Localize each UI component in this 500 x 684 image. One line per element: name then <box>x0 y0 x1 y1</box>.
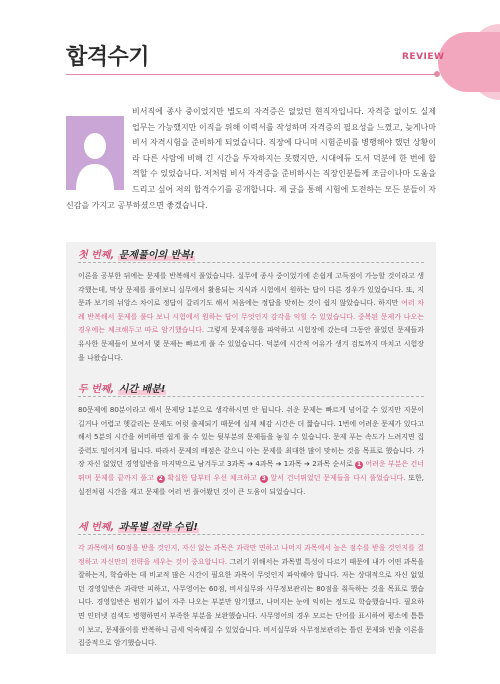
section-first <box>66 242 436 380</box>
step-two-text: 확실한 답부터 우선 체크하고 <box>164 473 260 482</box>
section-second-text: 80문제에 80분이라고 해서 문제당 1분으로 생각하시면 안 됩니다. 쉬운 문제는 빠르게 넘어갈 수 있지만 지문이 길거나 어렵고 헷갈리는 문제도 여럿 출제되기 때문에 실제 체감 시간은 더 짧습니다. 1번에 어려운 문제가 있다고 해서 5분의 시간을 허비하면 쉽게 풀 수 있는 뒷부분의 문제들을 놓칠 수 있습니다. 문제 푸는 속도가 느려지면 집중력도 떨어지게 됩니다. 따라서 문제의 배점은 같으니 아는 문제를 최대한 많이 맞히는 것을 목표로 했습니다. 가장 자신 없었던 경영일반을 마지막으로 남겨두고 3과목 ➔ 4과목 ➔ 1과목 ➔ 2과목 순서로 <box>78 406 424 469</box>
section-first-highlight: 여러 차례 반복해서 문제를 풀다 보니 시험에서 원하는 답이 무엇인지 감각을 익힐 수 있었습니다. 중복된 문제가 나오는 경우에는 체크해두고 따로 암기했습니다. <box>78 299 424 335</box>
section-third-text: 그러기 위해서는 과목별 특성이 다르기 때문에 내가 어떤 과목을 잘하는지, 학습하는 데 비교적 많은 시간이 필요한 과목이 무엇인지 파악해야 합니다. 저는 상대적으로 자신 없었던 경영일반은 과락만 피하고, 사무영어는 60점, 비서실무와 사무정보관리는 80점을 취득하는 것을 목표로 했습니다. 경영일반은 범위가 넓어 자주 나오는 부분만 암기했고, 나머지는 눈에 익히는 정도로 학습했습니다. 필요하면 인터넷 검색도 병행하면서 부족한 부분을 보완했습니다. 사무영어의 경우 모르는 단어를 표시하여 평소에 틈틈이 보고, 문제풀이를 반복하니 금세 익숙해질 수 있었습니다. 비서실무와 사무정보관리는 틀린 문제와 빈출 이론을 집중적으로 암기했습니다. <box>78 557 424 648</box>
section-first-text: 이론을 공부한 뒤에는 문제를 반복해서 풀었습니다. 실무에 종사 중이었기에 손쉽게 고득점이 가능할 것이라고 생각했는데, 막상 문제를 풀어보니 실무에서 활용되는 지식과 시험에서 원하는 답이 다른 경우가 있었습니다. 또, 지문과 보기의 뉘앙스 차이로 정답이 갈리기도 해서 처음에는 정답을 맞히는 것이 쉽지 않았습니다. 하지만 <box>78 272 424 308</box>
section-second-number: 두 번째, <box>78 384 115 395</box>
header-decoration <box>438 32 500 92</box>
title-divider <box>66 74 438 75</box>
title-divider-dot <box>434 71 440 77</box>
section-third-highlight: 각 과목에서 60점을 받을 것인지, 자신 없는 과목은 과락만 면하고 나머지 과목에서 높은 점수를 받을 것인지를 결정하고 자신만의 전략을 세우는 것이 중요합니다. <box>78 544 424 566</box>
section-second-text-end: 또한, 실전처럼 시간을 재고 문제를 여러 번 풀어봤던 것이 큰 도움이 되었습니다. <box>78 473 424 496</box>
step-two-badge: 2 <box>158 474 163 482</box>
section-first-body <box>78 270 424 365</box>
section-first-divider <box>78 262 424 263</box>
section-first-number: 첫 번째, <box>78 250 115 261</box>
section-first-heading: 문제풀이의 반복! <box>118 250 195 261</box>
section-third-title <box>78 518 199 533</box>
section-first-title <box>78 246 195 261</box>
section-third-divider <box>78 534 424 535</box>
step-one-text: 어려운 부분은 건너뛰며 문제를 끝까지 풀고 <box>78 460 425 482</box>
review-label: REVIEW <box>402 52 445 62</box>
page-header <box>0 0 500 90</box>
step-three-badge: 3 <box>261 474 266 482</box>
section-third-heading: 과목별 전략 수립! <box>118 522 198 533</box>
step-three-text: 앞서 건너뛰었던 문제들을 다시 풀었습니다. <box>267 473 406 482</box>
section-second-heading: 시간 배분! <box>118 384 166 395</box>
page-title: 합격수기 <box>66 45 150 70</box>
intro-paragraph <box>66 104 436 213</box>
section-first-text-end: 그렇게 문제유형을 파악하고 시험장에 갔는데 그동안 풀었던 문제들과 유사한 문제들이 보여서 몇 문제는 빠르게 풀 수 있었습니다. 덕분에 시간적 여유가 생겨 검토까지 마치고 시험장을 나왔습니다. <box>78 326 424 362</box>
section-third <box>66 514 436 654</box>
section-third-number: 세 번째, <box>78 522 115 533</box>
section-third-body <box>78 542 424 651</box>
intro-text: 비서직에 종사 중이었지만 별도의 자격증은 없었던 현직자입니다. 자격증 없이도 실제 업무는 가능했지만 이직을 위해 이력서를 작성하며 자격증의 필요성을 느꼈고, 늦게나마 비서 자격시험을 준비하게 되었습니다. 직장에 다니며 시험준비를 병행해야 했던 상황이라 다른 사람에 비해 긴 시간을 투자하지는 못했지만, 시대에듀 도서 덕분에 한 번에 합격할 수 있었습니다. 저처럼 비서 자격증을 준비하시는 직장인분들께 조금이나마 도움을 드리고 싶어 저의 합격수기를 공개합니다. 제 글을 통해 시험에 도전하는 모든 분들이 자신감을 가지고 공부하셨으면 좋겠습니다. <box>66 107 436 210</box>
section-second-title <box>78 380 166 395</box>
section-second-body <box>78 404 424 499</box>
section-second <box>66 376 436 514</box>
step-one-badge: 1 <box>356 461 362 469</box>
section-second-divider <box>78 396 424 397</box>
